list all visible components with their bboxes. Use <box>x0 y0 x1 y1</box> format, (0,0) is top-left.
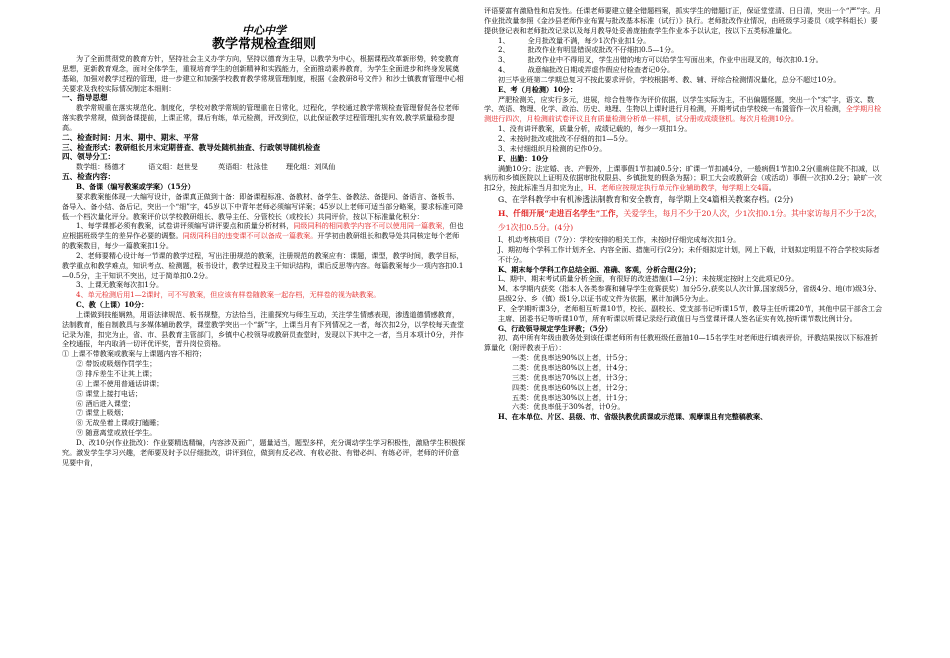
graduating-class-note: 初三毕业班第二学期总复习不按此要求评价，学校根据考、教、辅、评综合检测情况量化，总分不超过10分。 <box>498 74 841 84</box>
document-title: 教学常规检查细则 <box>211 37 316 52</box>
section-check-form: 三、检查形式：教研组长月末定期普查、教导处随机抽查、行政领导随机检查 <box>62 142 321 152</box>
list-item: 4、 战意编批改日期或弄虚作假应付检查者记0分。 <box>498 65 675 75</box>
evaluation-levels <box>484 353 884 412</box>
o-student-evaluation-title: G、行政领导规定学生评教；（5分） <box>498 323 612 333</box>
list-item: ⑨ 随意离堂或放任学生。 <box>76 428 157 438</box>
section-check-time: 二、检查时间：月末、期中、期末、平常 <box>62 132 199 142</box>
left-column <box>62 6 466 467</box>
list-item: 一类：优良率达90%以上者，计5分； <box>512 353 632 363</box>
section-division-title: 四、领导分工： <box>62 152 116 162</box>
list-item: ⑥ 酒后进入课堂； <box>76 398 136 408</box>
p-demo-lessons: H、在本单位、片区、县级、市、省级执教优质课或示范课、观摩课且有完整稿教案、 <box>498 412 768 422</box>
d-homework-text: D、改10分(作业批改)：作业要精选精编，内容涉及面广，题量适当，题型多样，充分调动学生学习积极性，激励学生积极探究。激发学生学习兴趣，老师要及时予以仔细批改，讲评到位，做到有反必改、有收必批、有错必纠、有练必评，老师的评价意见要中肯， <box>62 437 466 467</box>
list-item: ② 带饭或吸烟作罚学生； <box>76 359 157 369</box>
section-guiding-title: 一、指导思想 <box>62 93 108 103</box>
c-teaching-text: 上课做到技能娴熟，用语法律规范、板书规整，方法恰当，注重探究与师生互动，关注学生情感表现，渗透道德情感教育，法制教育，能自制教具与多媒体辅助教学，课堂教学突出一个“新”字，上课当月有下列情况之一者，每次扣2分，以学校每天查堂记录为准，扣完为止，省、市、县教育主管部门，乡镇中心校领导或教研员查堂时，发现以下其中之一者，当月本项计0分，并作全校通报，年内取消一切评优评奖，晋升岗位资格。 <box>62 309 464 349</box>
list-item: 3、未付细组织月检测的记作0分。 <box>498 143 607 153</box>
homework-continued-text: 评语要富有激励性和启发性。任课老师要建立健全错题档案，抓实学生的错题订正，保证堂堂清、日日清，突出一个“严”字。月作业批改量参照《金沙县老师作业布置与批改基本标准（试行）》执行。老师批改作业情况，由班级学习委员（或学科组长）要提供登记表和老师批改记录以及每月教导处妥善庞抽查学生作业本予以认定，按以下五类标准量化。 <box>484 6 882 35</box>
list-item: ④ 上课不使用普通话讲课； <box>76 378 164 388</box>
list-item: 三类：优良率达70%以上者，计3分； <box>512 372 632 382</box>
list-item: 2、未按时批改或批改不仔细的扣1—5分。 <box>498 133 633 143</box>
g-legal-education: G、在学科教学中有机渗透法制教育和安全教育，每学期上交4篇相关教案存档。(2分) <box>498 195 794 205</box>
i-flexible-items: I、机动考核项目（7分）：学校安排的相关工作，未按时仔细完成每次扣1分。 <box>498 235 741 245</box>
b-item-3: 3、上课无教案每次扣1分。 <box>76 280 164 290</box>
f-attendance-text: 满勤10分；法定婚、丧、产假外，上课事假1节扣减0.5分；旷课一节扣减4分，一般病假1节扣0.2分(重病住院不扣减，以病历和乡镇医院以上证明及依据审批权限县、乡镇批复的假条为据）；职工大会或教研会（或活动）事假一次扣0.2分；缺旷一次扣2分，按此标准当月扣完为止，H、老师应按规定执行单元作业辅助教学，每学期上交4篇。 <box>484 163 882 193</box>
f-attendance-title: F、出勤：10分 <box>498 153 549 163</box>
list-item: ⑧ 无故坐着上课或打瞌睡； <box>76 418 164 428</box>
list-item: 二类：优良率达80%以上者，计4分； <box>512 363 632 372</box>
m-awards: M、本学期内获奖（指本人各类参赛和辅导学生竞赛获奖）加分5分,获奖以人次计算,国家级5分，省级4分、地(市)级3分、县级2分、乡（镇）级1分,以证书或文件为依据，累计加满5分为止。 <box>498 284 881 304</box>
c-list-title: ① 上课不带教案或教案与上课题内容不相符； <box>62 349 207 359</box>
b-item-4: 4、单元检测后用1—2课时，可不写教案，但应该有样卷随教案一起存档，无样卷的视为缺教案。 <box>76 290 381 300</box>
n-class-observation: F、全学期听课3分，老师相互听课10节，校长、副校长、党支部书记听课15节，教导主任听课20节，其他中层干部含工会主席、团委书记等听课10节，所有听课以听课记录经行政值日与当堂课评课人签名证实有效,按听课节数比例计分。 <box>498 303 883 323</box>
list-item: ⑦ 课堂上吸烟； <box>76 408 128 418</box>
school-name: 中心中学 <box>242 24 286 37</box>
o-student-evaluation-text: 初、高中所有年级由教务处到该任课老师所有任教班级任意抽10—15名学生对老师进行填表评价，评教结果按以下标准折算量化（附评教表于后）： <box>484 333 878 353</box>
right-column <box>484 6 884 422</box>
b-item-1: 1、每学课都必须有教案，试卷讲评须编写讲评要点和质量分析材料，同级同科的相同教学内容不可以使用同一篇教案，但也应根据班级学生的差异作必要的调整。同级同科目的违变课不可以备成一篇教案。开学初由教研组长和教导处共同核定每个老师的教案数目，每少一篇教案扣1分。 <box>62 221 464 251</box>
section-guiding-text: 教学常规重在落实规范化、制度化，学校对教学常规的管理重在日常化，过程化，学校通过教学常规检查管理督促各位老师落实教学常规，做到备课提前，上课正常，课后有练，单元检测，评改到位，以此保证教学过程管理扎实有效,教学质量稳步提高。 <box>62 103 460 132</box>
list-item: 3、 批改作业中不得用叉，学生出错的地方可以给学生写面出来，作业中出现叉的，每次扣0.1分。 <box>498 55 823 65</box>
list-item: ③ 排斥差生不让其上课； <box>76 369 157 378</box>
e-exam-title: E、考（月检测）10分： <box>498 84 578 94</box>
intro-paragraph: 为了全面贯彻党的教育方针，坚持社会主义办学方向，坚持以德育为主导，以教学为中心，根据课程改革新形势，转变教育思想，更新教育观念，面对全体学生，重视培育学生的创新精神和实践能力，全面推动素养教育，为学生全面进步和终身发展奠基础，加强对教学过程的管理，进一步建立和加强学校教育教学常规管理制度，根据《金教研8号文件》和沙土镇教育管理中心相关要求及我校实际情况制定本细则： <box>62 54 464 93</box>
c-list <box>62 359 466 438</box>
homework-rules-list <box>484 36 884 75</box>
b-lesson-prep-text: 要求教案能体现一大编写设计，备课真正做到十备：即备课程标准、备教材、备学生、备教法、备提问、备语言、备板书、备导入、备小结、备后记，突出一个“细”字，45岁以下中青年老师必须编写详案；45岁以上老师可适当部分略案，要求标准可降低一个档次量化评分。教案评价以学校教研组长、教导主任、分管校长（或校长）共同评价，按以下标准量化积分： <box>62 191 464 221</box>
k-term-summary: K、期末每个学科工作总结全面、准确、客观，分析合理(2分)； <box>498 264 701 274</box>
b-item-2: 2、老师要精心设计每一节课的教学过程，写出注册规范的教案，注册规范的教案应有：课题，课型，教学时间，教学目标，教学重点和教学难点，知识考点、检测题，板书设计，教学过程及主干知识结构，课后反思等内容。每篇教案每少一项内容扣0.1—0.5分，主干知识不突出，过于简单扣0.2分。 <box>62 250 464 280</box>
list-item: 1、没有讲评教案，质量分析，成绩记载的，每少一项扣1分。 <box>498 124 692 134</box>
l-exam-analysis: L、期中、期末考试质量分析全面，有很好的改进措施(1—2分)；未按规定按时上交此项记0分。 <box>498 274 799 284</box>
list-item: 六类：优良率低于30%者，计0分。 <box>512 402 625 412</box>
list-item: 五类：优良率达30%以上者，计1分； <box>512 392 632 402</box>
b-lesson-prep-title: B、备课（编写教案或学案）（15分） <box>76 181 195 191</box>
e-exam-list <box>484 124 884 154</box>
h-student-care: H、仟细开展“走进百名学生”工作，关爱学生，每月不少于20人次，少1次扣0.1分。其中家访每月不少于2次，少1次扣0.5分。(4分) <box>498 209 882 233</box>
list-item: 2、 批改作业有明显错误或批改不仔细扣0.5—1分。 <box>498 45 679 55</box>
list-item: 四类：优良率达60%以上者，计2分； <box>512 382 632 392</box>
list-item: ⑤ 课堂上接打电话； <box>76 388 143 398</box>
c-teaching-title: C、教（上课）10分： <box>76 300 149 310</box>
e-exam-text: 严肥检测关，应实行多元，进展，综合性等作为评价依据，以学生实际为主，不出偏题怪题，突出一个“实”字，语文、数学、英语、物理、化学、政治、历史、地理、生物以上课时进行月检测，开期考试由学校统一布置管作一次月检测，全学期月检测进行四次，月检测前试卷评议且有质量检测分析单一样机，试分册或成绩登机。每次月检测10分。 <box>484 94 882 124</box>
section-content-title: 五、检查内容： <box>62 172 116 182</box>
list-item: 1、 全月批改量不满，每少1次作业扣1分。 <box>498 35 651 45</box>
section-division-line: 数学组：杨德才 语文组：赵世旻 英语组：杜泳佳 理化组：刘凤仙 <box>76 162 336 172</box>
j-term-plan: J、期初每个学科工作计划齐全、内容全面、措施可行(2分)；未仟细拟定计划，网上下载，计划拟定明显不符合学校实际者不计分。 <box>498 244 880 264</box>
